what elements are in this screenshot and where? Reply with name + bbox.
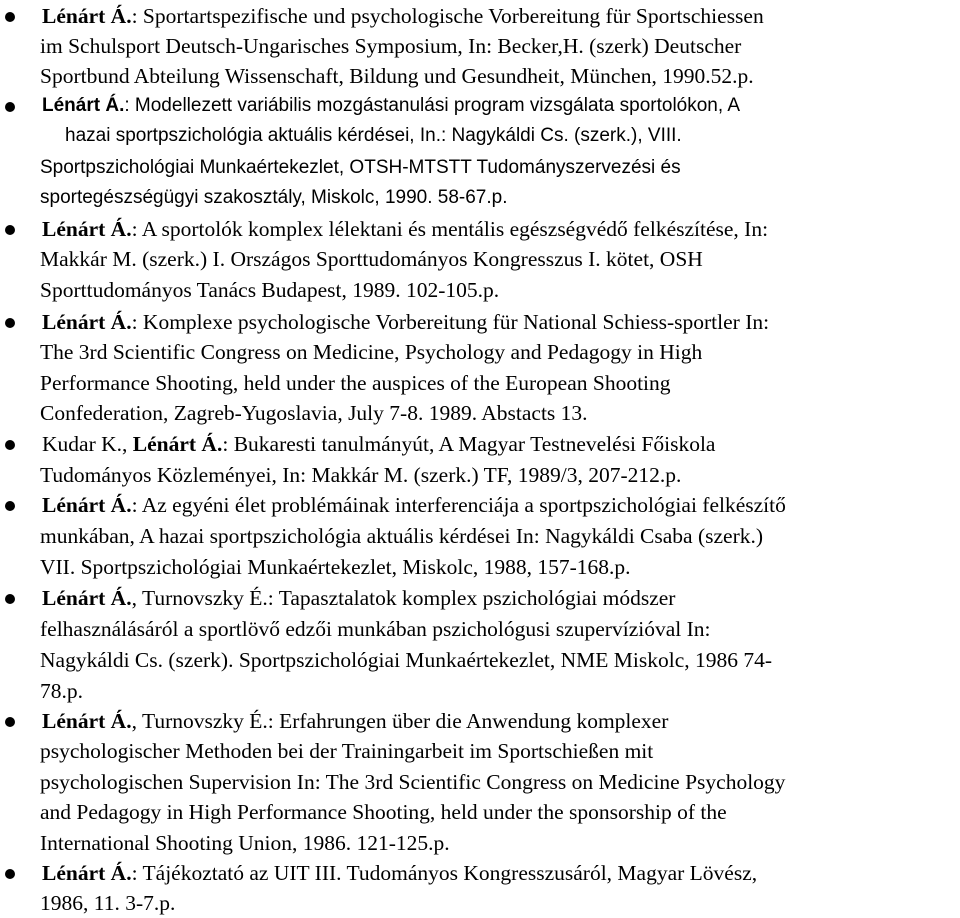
entry-line (40, 337, 702, 367)
entry-line (40, 153, 681, 183)
citation-text: : Sportartspezifische und psychologische Vorbereitung für Sportschiessen (131, 4, 764, 28)
citation-text: 78.p. (40, 679, 83, 703)
entry-line (40, 552, 631, 582)
citation-text: : Az egyéni élet problémáinak interferenciája a sportpszichológiai felkészítő (131, 493, 786, 517)
entry-line (40, 368, 671, 398)
entry-line (42, 429, 715, 459)
citation-text: : Komplexe psychologische Vorbereitung für National Schiess-sportler In: (131, 310, 770, 334)
entry-line (42, 91, 740, 121)
entry-line (65, 121, 682, 151)
entry-line (40, 797, 727, 827)
entry-line (40, 767, 785, 797)
citation-text: Tudományos Közleményei, In: Makkár M. (szerk.) TF, 1989/3, 207-212.p. (40, 463, 682, 487)
author-name: Lénárt Á. (42, 217, 132, 241)
citation-text: : A sportolók komplex lélektani és mentális egészségvédő felkészítése, In: (131, 217, 769, 241)
citation-text: Sportbund Abteilung Wissenschaft, Bildung und Gesundheit, München, 1990.52.p. (40, 64, 754, 88)
entry-line (42, 307, 769, 337)
citation-text: 1986, 11. 3-7.p. (40, 891, 176, 915)
bullet-icon (5, 869, 15, 879)
author-name: Lénárt Á. (42, 310, 132, 334)
author-name: Lénárt Á. (42, 586, 132, 610)
author-name: Lénárt Á. (42, 493, 132, 517)
entry-line (42, 858, 757, 888)
entry-line (42, 214, 768, 244)
entry-line (40, 460, 681, 490)
citation-text: , Turnovszky É.: Erfahrungen über die Anwendung komplexer (131, 709, 669, 733)
author-name: Lénárt Á. (42, 861, 132, 885)
citation-text: Confederation, Zagreb-Yugoslavia, July 7-8. 1989. Abstacts 13. (40, 401, 588, 425)
citation-text: psychologischen Supervision In: The 3rd Scientific Congress on Medicine Psychology (40, 770, 786, 794)
entry-line (40, 888, 175, 918)
author-name: Lénárt Á. (42, 95, 125, 116)
citation-text: Sporttudományos Tanács Budapest, 1989. 102-105.p. (40, 278, 500, 302)
citation-text: Performance Shooting, held under the auspices of the European Shooting (40, 371, 671, 395)
citation-text: hazai sportpszichológia aktuális kérdései, In.: Nagykáldi Cs. (szerk.), VIII. (65, 125, 682, 146)
entry-line (40, 614, 710, 644)
entry-line (40, 521, 763, 551)
entry-line (40, 183, 508, 213)
bullet-icon (5, 717, 15, 727)
entry-line (42, 706, 668, 736)
citation-text: , Turnovszky É.: Tapasztalatok komplex pszichológiai módszer (131, 586, 676, 610)
citation-text: : Modellezett variábilis mozgástanulási program vizsgálata sportolókon, A (124, 95, 741, 116)
entry-line (42, 490, 786, 520)
entry-line (40, 736, 653, 766)
entry-line (40, 61, 754, 91)
bullet-icon (5, 594, 15, 604)
entry-line (40, 31, 741, 61)
citation-text: sportegészségügyi szakosztály, Miskolc, 1990. 58-67.p. (40, 187, 508, 208)
bullet-icon (5, 12, 15, 22)
citation-text: VII. Sportpszichológiai Munkaértekezlet, Miskolc, 1988, 157-168.p. (40, 555, 631, 579)
entry-line (42, 583, 675, 613)
citation-text: Sportpszichológiai Munkaértekezlet, OTSH-MTSTT Tudományszervezési és (40, 157, 681, 178)
bullet-icon (5, 440, 15, 450)
citation-text: : Tájékoztató az UIT III. Tudományos Kongresszusáról, Magyar Lövész, (131, 861, 758, 885)
bullet-icon (5, 225, 15, 235)
author-name: Lénárt Á. (132, 432, 223, 456)
citation-text: Nagykáldi Cs. (szerk). Sportpszichológiai Munkaértekezlet, NME Miskolc, 1986 74- (40, 648, 773, 672)
bullet-icon (5, 102, 15, 112)
citation-text: psychologischer Methoden bei der Trainingarbeit im Sportschießen mit (40, 739, 654, 763)
entry-line (40, 275, 499, 305)
bullet-icon (5, 501, 15, 511)
entry-line (40, 645, 772, 675)
entry-line (42, 1, 764, 31)
citation-text: International Shooting Union, 1986. 121-125.p. (40, 831, 450, 855)
citation-text: Makkár M. (szerk.) I. Országos Sporttudományos Kongresszus I. kötet, OSH (40, 247, 703, 271)
entry-line (40, 398, 588, 428)
entry-line (40, 828, 450, 858)
author-name: Lénárt Á. (42, 4, 132, 28)
citation-text: and Pedagogy in High Performance Shooting, held under the sponsorship of the (40, 800, 727, 824)
citation-text: munkában, A hazai sportpszichológia aktuális kérdései In: Nagykáldi Csaba (szerk.) (40, 524, 764, 548)
entry-line (40, 676, 83, 706)
citation-text: felhasználásáról a sportlövő edzői munkában pszichológusi szupervízióval In: (40, 617, 711, 641)
entry-line (40, 244, 703, 274)
citation-text: : Bukaresti tanulmányút, A Magyar Testnevelési Főiskola (222, 432, 716, 456)
citation-text: im Schulsport Deutsch-Ungarisches Symposium, In: Becker,H. (szerk) Deutscher (40, 34, 742, 58)
author-name: Lénárt Á. (42, 709, 132, 733)
citation-text: The 3rd Scientific Congress on Medicine, Psychology and Pedagogy in High (40, 340, 703, 364)
citation-text: Kudar K., (42, 432, 133, 456)
bullet-icon (5, 318, 15, 328)
